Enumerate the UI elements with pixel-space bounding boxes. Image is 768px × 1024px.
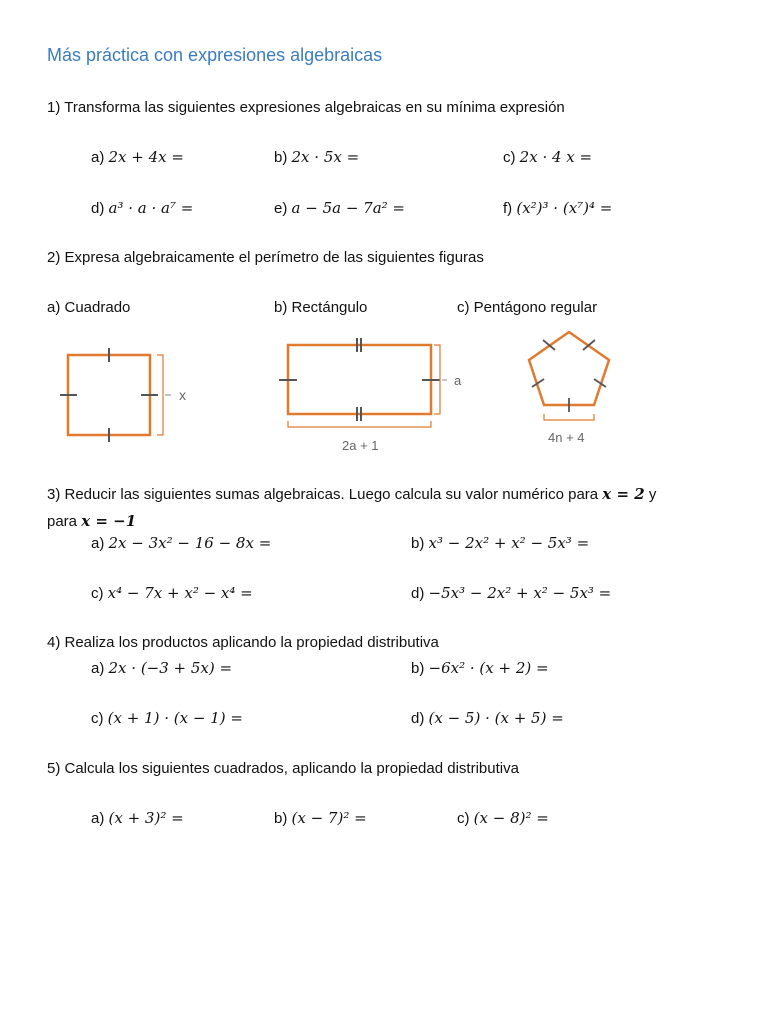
item-expression: x³ − 2x² + x² − 5x³ = [428,534,590,552]
prompt-text: 3) Reducir las siguientes sumas algebraicas. Luego calcula su valor numérico para [47,486,603,503]
q1-item-f [503,199,612,217]
item-expression: (x + 1) · (x − 1) = [107,709,243,727]
prompt-text: y [644,486,657,503]
prompt-text: para [47,513,82,530]
q3-item-b [411,534,589,552]
q1-item-d [91,199,193,217]
q5-item-b [274,809,367,827]
item-label: c) [457,810,470,827]
question-4-prompt: 4) Realiza los productos aplicando la propiedad distributiva [47,634,439,651]
rectangle-side-label: a [454,373,462,388]
item-expression: 2x − 3x² − 16 − 8x = [108,534,272,552]
figure-a-label: a) Cuadrado [47,299,131,316]
q4-item-b [411,659,549,677]
square-figure [55,340,205,445]
q4-item-a [91,659,232,677]
item-expression: (x²)³ · (x⁷)⁴ = [516,199,613,217]
q1-item-c [503,148,592,166]
q1-item-e [274,199,405,217]
pentagon-figure [520,320,620,450]
question-3-prompt [47,481,727,535]
item-expression: x⁴ − 7x + x² − x⁴ = [107,584,253,602]
item-expression: 2x · (−3 + 5x) = [108,659,233,677]
item-expression: (x − 7)² = [291,809,367,827]
item-expression: −5x³ − 2x² + x² − 5x³ = [428,584,612,602]
rectangle-figure [275,335,475,460]
question-1-prompt: 1) Transforma las siguientes expresiones algebraicas en su mínima expresión [47,99,565,116]
item-label: c) [91,710,104,727]
item-label: f) [503,200,513,217]
pentagon-side-label: 4n + 4 [548,430,585,445]
condition-value-2: x = −1 [81,512,137,530]
rectangle-shape [288,345,431,414]
item-expression: (x − 8)² = [473,809,549,827]
item-expression: 2x · 4 x = [519,148,593,166]
condition-value-1: x = 2 [602,485,645,503]
q1-item-a [91,148,184,166]
q4-item-c [91,709,243,727]
item-expression: 2x · 5x = [291,148,360,166]
item-label: e) [274,200,288,217]
q5-item-a [91,809,184,827]
dimension-bracket [544,414,594,420]
page-title: Más práctica con expresiones algebraicas [47,45,383,65]
item-label: a) [91,810,105,827]
square-side-label: x [179,387,186,403]
item-label: a) [91,660,105,677]
item-expression: (x + 3)² = [108,809,184,827]
q3-item-a [91,534,271,552]
figure-c-label: c) Pentágono regular [457,299,598,316]
item-expression: −6x² · (x + 2) = [428,659,549,677]
question-5-prompt: 5) Calcula los siguientes cuadrados, aplicando la propiedad distributiva [47,760,519,777]
item-label: c) [91,585,104,602]
item-label: d) [91,200,105,217]
item-label: b) [274,149,288,166]
item-label: b) [411,535,425,552]
q3-item-c [91,584,253,602]
item-expression: a − 5a − 7a² = [291,199,405,217]
item-label: a) [91,149,105,166]
rectangle-base-label: 2a + 1 [342,438,379,453]
item-label: b) [274,810,288,827]
dimension-bracket [288,421,431,427]
item-label: b) [411,660,425,677]
q1-item-b [274,148,359,166]
question-2-prompt: 2) Expresa algebraicamente el perímetro de las siguientes figuras [47,249,484,266]
item-label: a) [91,535,105,552]
q4-item-d [411,709,564,727]
q5-item-c [457,809,549,827]
q3-item-d [411,584,611,602]
item-expression: a³ · a · a⁷ = [108,199,194,217]
item-expression: (x − 5) · (x + 5) = [428,709,564,727]
pentagon-shape [529,332,609,405]
item-expression: 2x + 4x = [108,148,184,166]
figure-b-label: b) Rectángulo [274,299,368,316]
item-label: c) [503,149,516,166]
square-shape [68,355,150,435]
item-label: d) [411,710,425,727]
item-label: d) [411,585,425,602]
